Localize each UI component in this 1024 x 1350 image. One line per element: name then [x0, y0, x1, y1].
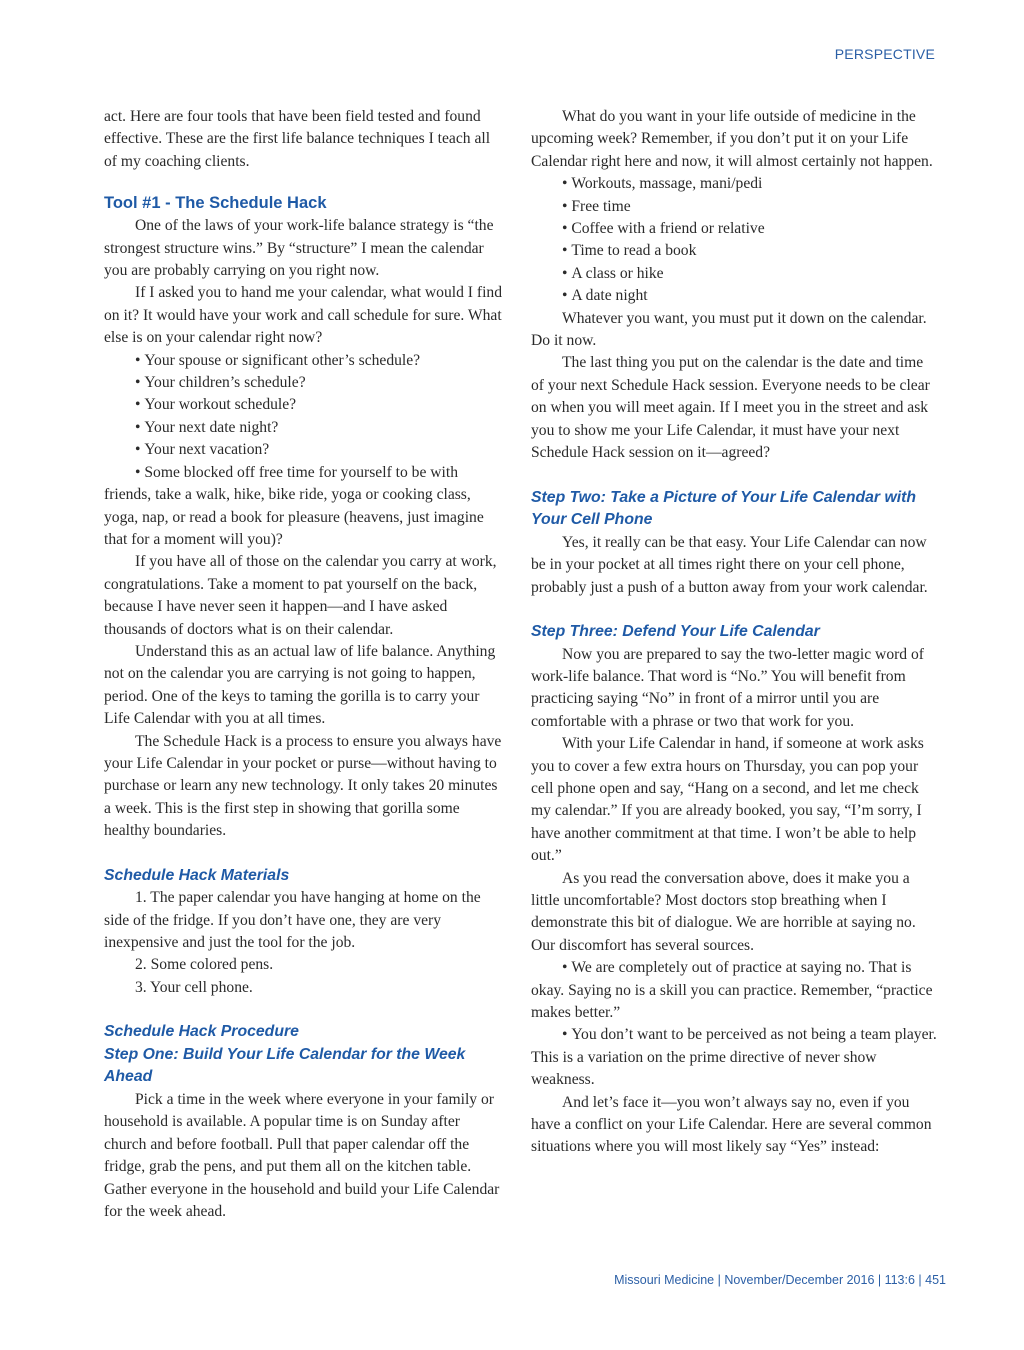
section-label: PERSPECTIVE [834, 46, 935, 62]
step1-heading: Step One: Build Your Life Calendar for the Week Ahead [104, 1045, 466, 1086]
bullet-item: • Free time [531, 196, 939, 218]
intro-paragraph: act. Here are four tools that have been field tested and found effective. These are the first life balance techniques I teach all of my coaching clients. [104, 108, 491, 170]
paragraph: What do you want in your life outside of medicine in the upcoming week? Remember, if you don’t put it on your Life Calendar right here and now, it will almost certainly not happen. [531, 108, 933, 170]
bullet-item: • Coffee with a friend or relative [531, 218, 939, 240]
materials-item: 1. The paper calendar you have hanging at home on the side of the fridge. If you don’t have one, they are very inexpensive and just the tool for the job. [104, 889, 481, 951]
bullet-item: • Your next date night? [104, 417, 504, 439]
paragraph: Understand this as an actual law of life balance. Anything not on the calendar you are carrying is not going to happen, period. One of the keys to taming the gorilla is to carry your Life Calendar with you at all times. [104, 642, 496, 728]
bullet-item: • Some blocked off free time for yourself to be with friends, take a walk, hike, bike ride, yoga or cooking class, yoga, nap, or read a book for pleasure (heavens, just imagine that for a moment will you)? [104, 462, 504, 552]
paragraph: If I asked you to hand me your calendar, what would I find on it? It would have your work and call schedule for sure. What else is on your calendar right now? [104, 284, 503, 347]
bullet-item: • A class or hike [531, 263, 939, 285]
paragraph: The last thing you put on the calendar is the date and time of your next Schedule Hack session. Everyone needs to be clear on when you will meet again. If I meet you in the street and ask you to show me your Life Calendar, it must have your next Schedule Hack session on it—agreed? [531, 354, 930, 462]
materials-item: 2. Some colored pens. [135, 956, 274, 974]
paragraph: Yes, it really can be that easy. Your Life Calendar can now be in your pocket at all times right there on your cell phone, probably just a push of a button away from your work calendar. [531, 533, 928, 596]
paragraph: Whatever you want, you must put it down on the calendar. Do it now. [531, 309, 927, 350]
tool1-heading: Tool #1 - The Schedule Hack [104, 194, 327, 213]
step2-heading: Step Two: Take a Picture of Your Life Calendar with Your Cell Phone [531, 488, 917, 529]
bullet-item: • You don’t want to be perceived as not being a team player. This is a variation on the prime directive of never show weakness. [531, 1024, 939, 1091]
page-footer: Missouri Medicine | November/December 2016 | 113:6 | 451 [614, 1273, 946, 1287]
bullet-item: • We are completely out of practice at saying no. That is okay. Saying no is a skill you can practice. Remember, “practice makes better.” [531, 957, 939, 1024]
materials-heading: Schedule Hack Materials [104, 866, 290, 884]
bullet-item: • A date night [531, 285, 939, 307]
bullet-item: • Your spouse or significant other’s schedule? [104, 350, 504, 372]
paragraph: One of the laws of your work-life balance strategy is “the strongest structure wins.” By “structure” I mean the calendar you are probably carrying on you right now. [104, 217, 494, 280]
paragraph: Pick a time in the week where everyone in your family or household is available. A popular time is on Sunday after church and before football. Pull that paper calendar off the fridge, grab the pens, and put them all on the kitchen table. Gather everyone in the household and build your Life Calendar for the week ahead. [104, 1091, 500, 1221]
paragraph: With your Life Calendar in hand, if someone at work asks you to cover a few extra hours on Thursday, you can pop your cell phone open and say, “Hang on a second, and let me check my calendar.” If you are already booked, you say, “I’m sorry, I have another commitment at that time. I won’t be able to help out.” [531, 735, 924, 865]
bullet-item: • Time to read a book [531, 240, 939, 262]
materials-item: 3. Your cell phone. [135, 978, 253, 996]
paragraph: And let’s face it—you won’t always say no, even if you have a conflict on your Life Calendar. Here are several common situations where you will most likely say “Yes” instead: [531, 1093, 932, 1156]
paragraph: If you have all of those on the calendar you carry at work, congratulations. Take a moment to pat yourself on the back, because I have never seen it happen—and I have asked thousands of doctors what is on their calendar. [104, 553, 497, 638]
left-column [104, 106, 504, 1223]
paragraph: Now you are prepared to say the two-letter magic word of work-life balance. That word is “No.” You will benefit from practicing saying “No” in front of a mirror until you are comfortable with a phrase or two that work for you. [531, 645, 924, 730]
right-column [531, 106, 939, 1159]
procedure-heading: Schedule Hack Procedure [104, 1023, 299, 1041]
bullet-item: • Workouts, massage, mani/pedi [531, 173, 939, 195]
paragraph: As you read the conversation above, does it make you a little uncomfortable? Most doctors stop breathing when I demonstrate this bit of dialogue. We are horrible at saying no. Our discomfort has several sources. [531, 869, 916, 954]
step3-heading: Step Three: Defend Your Life Calendar [531, 622, 820, 640]
bullet-item: • Your workout schedule? [104, 394, 504, 416]
bullet-item: • Your children’s schedule? [104, 372, 504, 394]
bullet-item: • Your next vacation? [104, 439, 504, 461]
paragraph: The Schedule Hack is a process to ensure you always have your Life Calendar in your pocket or purse—without having to purchase or learn any new technology. It only takes 20 minutes a week. This is the first step in showing that gorilla some healthy boundaries. [104, 732, 502, 840]
